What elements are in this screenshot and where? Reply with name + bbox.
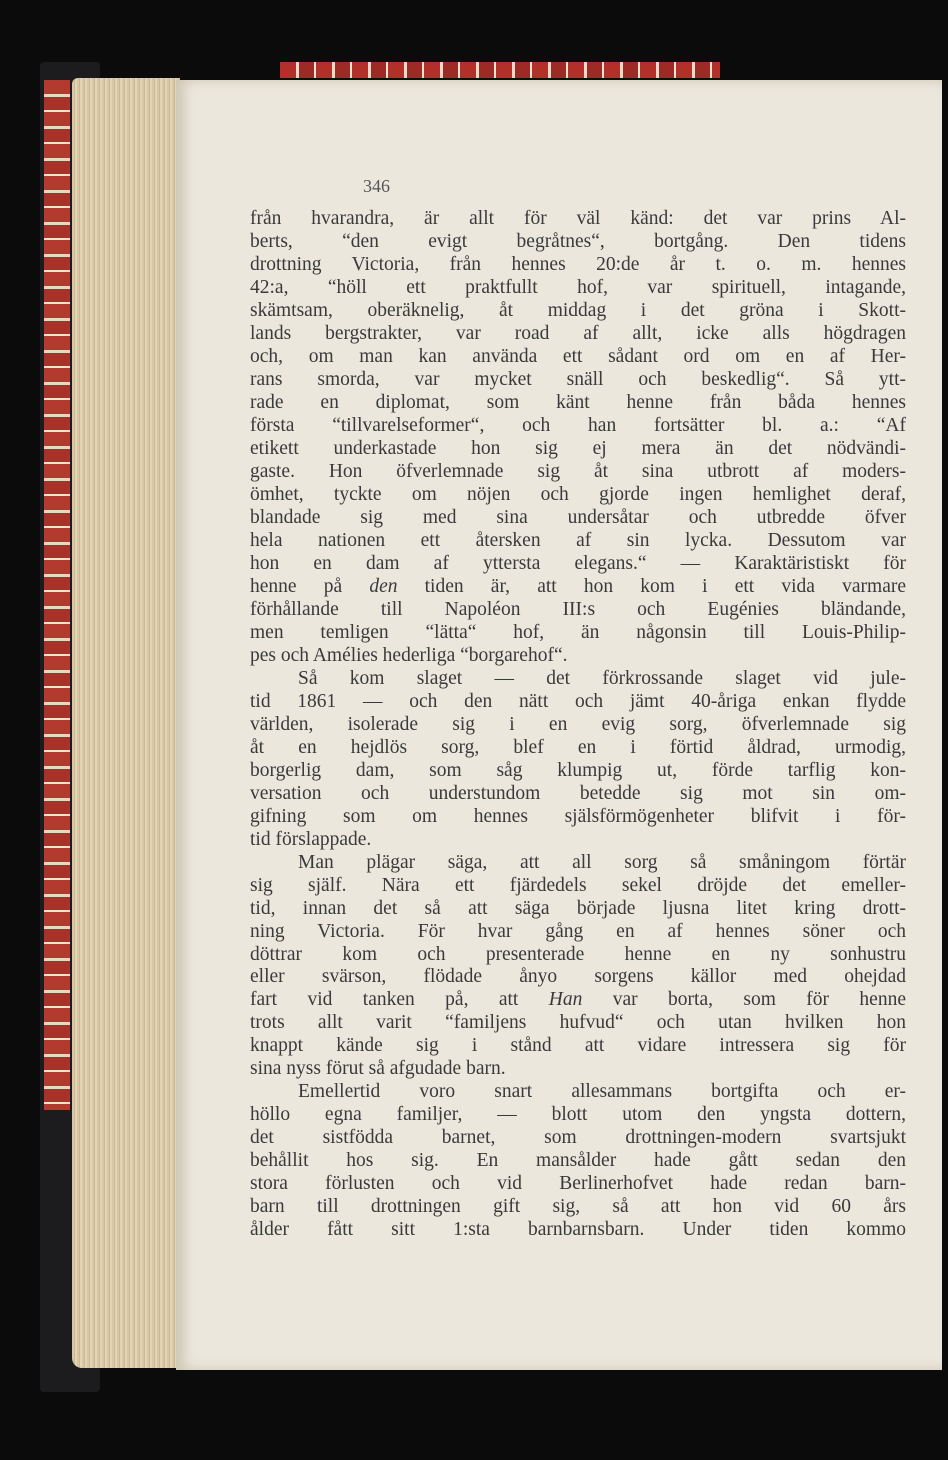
text-line: drottning Victoria, från hennes 20:de år t. o. m. hennes [250, 253, 906, 275]
text-segment: henne på [250, 575, 370, 597]
text-line: berts, “den evigt begråtnes“, bortgång. Den tidens [250, 230, 906, 252]
text-line: gaste. Hon öfverlemnade sig åt sina utbrott af moders- [250, 460, 906, 482]
text-segment: tiden är, att hon kom i ett vida varmare [397, 575, 906, 597]
italic-word: den [369, 575, 398, 597]
text-line: pes och Amélies hederliga “borgarehof“. [250, 644, 568, 666]
text-line: sig själf. Nära ett fjärdedels sekel dröjde det emeller- [250, 874, 906, 896]
text-line [250, 576, 906, 599]
text-line: det sistfödda barnet, som drottningen-modern svartsjukt [250, 1127, 906, 1149]
text-line [250, 989, 906, 1012]
text-line: lands bergstrakter, var road af allt, icke alls högdragen [250, 322, 906, 344]
text-line: ning Victoria. För hvar gång en af hennes söner och [250, 920, 906, 942]
text-line: döttrar kom och presenterade henne en ny sonhustru [250, 943, 906, 965]
text-line: stora förlusten och vid Berlinerhofvet hade redan barn- [250, 1173, 906, 1195]
book-page [176, 80, 942, 1370]
marbled-edge-top [280, 62, 720, 78]
text-line: ömhet, tyckte om nöjen och gjorde ingen hemlighet deraf, [250, 483, 906, 505]
text-line: ålder fått sitt 1:sta barnbarnsbarn. Under tiden kommo [250, 1219, 906, 1241]
text-line: förhållande till Napoléon III:s och Eugénies bländande, [250, 598, 906, 620]
text-line: hela nationen ett återsken af sin lycka. Dessutom var [250, 529, 906, 551]
text-line: rans smorda, var mycket snäll och beskedlig“. Så ytt- [250, 368, 906, 390]
page-edges [72, 78, 180, 1368]
text-segment: fart vid tanken på, att [250, 989, 549, 1011]
text-line: tid, innan det så att säga började ljusna litet kring drott- [250, 897, 906, 919]
text-line: men temligen “lätta“ hof, än någonsin till Louis-Philip- [250, 621, 906, 643]
text-line: världen, isolerade sig i en evig sorg, öfverlemnade sig [250, 713, 906, 735]
text-line: gifning som om hennes själsförmögenheter blifvit i för- [250, 805, 906, 827]
text-line: tid 1861 — och den nätt och jämt 40-åriga enkan flydde [250, 690, 906, 712]
text-line: knappt kände sig i stånd att vidare intressera sig för [250, 1035, 906, 1057]
text-line: Man plägar säga, att all sorg så småningom förtär [298, 851, 906, 873]
marbled-edge-left [44, 80, 70, 1110]
text-line: barn till drottningen gift sig, så att hon vid 60 års [250, 1196, 906, 1218]
text-line: etikett underkastade hon sig ej mera än det nödvändi- [250, 437, 906, 459]
page-number: 346 [363, 176, 390, 196]
text-line: rade en diplomat, som känt henne från båda hennes [250, 391, 906, 413]
text-line: höllo egna familjer, — blott utom den yngsta dottern, [250, 1104, 906, 1126]
text-line: Så kom slaget — det förkrossande slaget vid jule- [298, 667, 906, 689]
text-line: skämtsam, oberäknelig, åt middag i det gröna i Skott- [250, 299, 906, 321]
text-line: behållit hos sig. En mansålder hade gått sedan den [250, 1150, 906, 1172]
text-line: hon en dam af yttersta elegans.“ — Karaktäristiskt för [250, 552, 906, 574]
text-line: sina nyss förut så afgudade barn. [250, 1058, 506, 1080]
text-line: versation och understundom betedde sig mot sin om- [250, 782, 906, 804]
text-segment: var borta, som för henne [582, 989, 906, 1011]
text-line: och, om man kan använda ett sådant ord om en af Her- [250, 345, 906, 367]
text-line: borgerlig dam, som såg klumpig ut, förde tarflig kon- [250, 759, 906, 781]
text-line: första “tillvarelseformer“, och han fortsätter bl. a.: “Af [250, 414, 906, 436]
text-line: trots allt varit “familjens hufvud“ och utan hvilken hon [250, 1012, 906, 1034]
text-line: åt en hejdlös sorg, blef en i förtid åldrad, urmodig, [250, 736, 906, 758]
text-line: 42:a, “höll ett praktfullt hof, var spirituell, intagande, [250, 276, 906, 298]
italic-word: Han [548, 989, 583, 1011]
text-line: blandade sig med sina undersåtar och utbredde öfver [250, 506, 906, 528]
text-line: från hvarandra, är allt för väl känd: det var prins Al- [250, 208, 906, 229]
text-line: tid förslappade. [250, 828, 372, 850]
body-text [250, 208, 906, 1242]
text-line: Emellertid voro snart allesammans bortgifta och er- [298, 1081, 906, 1103]
text-line: eller svärson, flödade ånyo sorgens källor med ohejdad [250, 966, 906, 988]
